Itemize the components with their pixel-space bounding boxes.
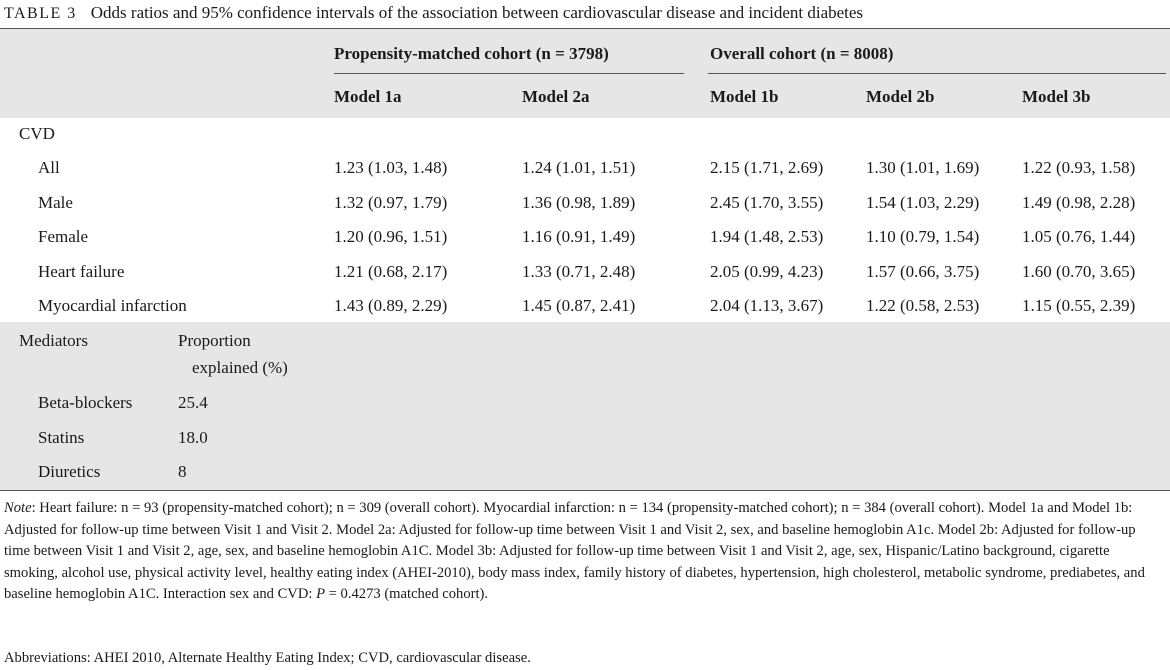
table-cell: 2.15 (1.71, 2.69) [710,158,824,177]
table-cell: 1.23 (1.03, 1.48) [334,158,448,177]
table-cell: 1.43 (0.89, 2.29) [334,296,448,315]
table-cell: 1.36 (0.98, 1.89) [522,193,636,212]
table-number: TABLE 3 [4,5,77,22]
table-cell: 1.54 (1.03, 2.29) [866,193,980,212]
table-cell: 1.05 (0.76, 1.44) [1022,227,1136,246]
table-cell: 2.45 (1.70, 3.55) [710,193,824,212]
proportion-header-line1: Proportion [178,331,251,350]
overall-group-rule [708,73,1166,74]
table-note [4,498,1164,606]
table-cell: 1.22 (0.93, 1.58) [1022,158,1136,177]
section-label-cvd: CVD [19,124,55,143]
table-cell: 1.22 (0.58, 2.53) [866,296,980,315]
p-symbol: P [316,586,326,602]
table-cell: 2.05 (0.99, 4.23) [710,262,824,281]
top-rule [0,28,1170,29]
group-header-overall: Overall cohort (n = 8008) [710,44,894,63]
table-cell: 1.24 (1.01, 1.51) [522,158,636,177]
table-cell: 1.94 (1.48, 2.53) [710,227,824,246]
table-cell: 1.33 (0.71, 2.48) [522,262,636,281]
model-header: Model 1b [710,87,779,106]
mediator-value: 8 [178,462,187,481]
group-header-matched: Propensity-matched cohort (n = 3798) [334,44,609,63]
table-cell: 1.21 (0.68, 2.17) [334,262,448,281]
table-cell: 1.60 (0.70, 3.65) [1022,262,1136,281]
mediator-label: Statins [38,428,85,447]
table-cell: 1.45 (0.87, 2.41) [522,296,636,315]
table-caption [4,3,863,23]
abbreviations: Abbreviations: AHEI 2010, Alternate Healthy Eating Index; CVD, cardiovascular disease. [4,650,531,666]
proportion-header-line2: explained (%) [192,358,288,377]
table-cell: 1.20 (0.96, 1.51) [334,227,448,246]
matched-group-rule [334,73,684,74]
table-cell: 1.32 (0.97, 1.79) [334,193,448,212]
mediator-label: Beta-blockers [38,393,133,412]
table-cell: 2.04 (1.13, 3.67) [710,296,824,315]
table-cell: 1.10 (0.79, 1.54) [866,227,980,246]
bottom-rule [0,490,1170,491]
model-header: Model 2a [522,87,590,106]
mediator-value: 18.0 [178,428,208,447]
model-header: Model 3b [1022,87,1091,106]
table-cell: 1.49 (0.98, 2.28) [1022,193,1136,212]
model-header: Model 1a [334,87,402,106]
table-cell: 1.16 (0.91, 1.49) [522,227,636,246]
row-label: Myocardial infarction [38,296,187,315]
mediator-label: Diuretics [38,462,101,481]
row-label: Male [38,193,73,212]
mediator-value: 25.4 [178,393,208,412]
note-prefix: Note [4,500,32,516]
note-text: : Heart failure: n = 93 (propensity-matched cohort); n = 309 (overall cohort). Myocardial infarction: n = 134 (propensity-matched cohort); n = 384 (overall cohort). Model 1a and Model 1b: Adjusted for follow-up time between Visit 1 and Visit 2. Model 2a: Adjusted for follow-up time between Visit 1 and Visit 2, sex, and baseline hemoglobin A1c. Model 2b: Adjusted for follow-up time between Visit 1 and Visit 2, age, sex, and baseline hemoglobin A1C. Model 3b: Adjusted for follow-up time between Visit 1 and Visit 2, age, sex, Hispanic/Latino background, cigarette smoking, alcohol use, physical activity level, healthy eating index (AHEI-2010), body mass index, family history of diabetes, hypertension, high cholesterol, metabolic syndrome, prediabetes, and baseline hemoglobin A1C. Interaction sex and CVD: [4,500,1145,602]
p-value: = 0.4273 (matched cohort). [325,586,489,602]
model-header: Model 2b [866,87,935,106]
table-cell: 1.15 (0.55, 2.39) [1022,296,1136,315]
mediators-header: Mediators [19,331,88,350]
table-cell: 1.30 (1.01, 1.69) [866,158,980,177]
mediators-band [0,322,1170,490]
row-label: All [38,158,60,177]
table-cell: 1.57 (0.66, 3.75) [866,262,980,281]
table-title: Odds ratios and 95% confidence intervals of the association between cardiovascular disease and incident diabetes [90,3,864,22]
row-label: Heart failure [38,262,125,281]
row-label: Female [38,227,89,246]
